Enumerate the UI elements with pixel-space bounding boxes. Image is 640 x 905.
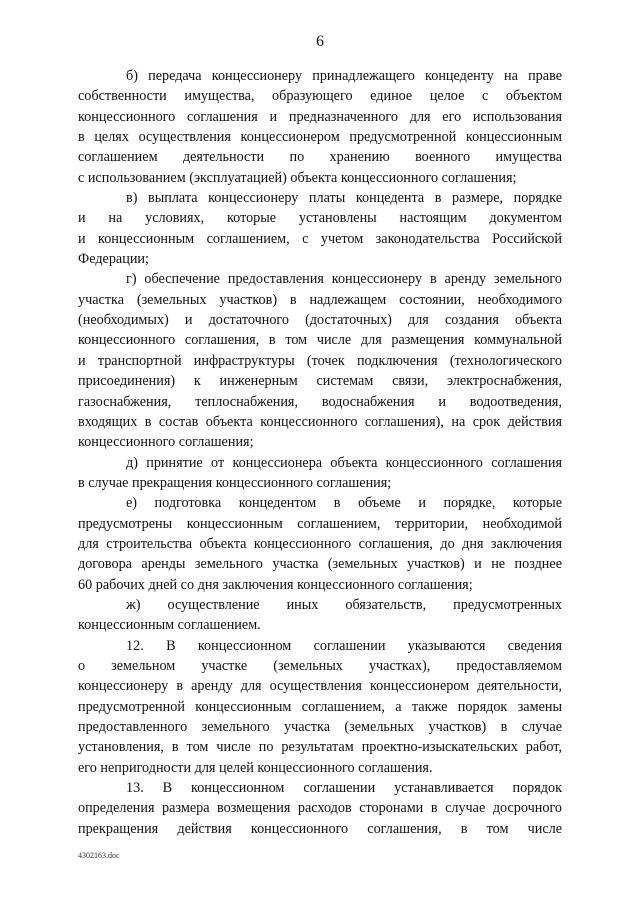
text-line: газоснабжения, теплоснабжения, водоснабжения и водоотведения, (78, 393, 562, 410)
document-body (78, 66, 562, 839)
paragraph-first-line: д) принятие от концессионера объекта концессионного соглашения (126, 454, 562, 471)
text-line: его непригодности для целей концессионного соглашения. (78, 759, 433, 776)
paragraph-first-line: г) обеспечение предоставления концессионеру в аренду земельного (126, 271, 562, 288)
document-file-code: 4302163.doc (78, 851, 120, 860)
text-line: Федерации; (78, 251, 149, 268)
paragraph-first-line: ж) осуществление иных обязательств, предусмотренных (126, 596, 562, 613)
text-line: соглашением деятельности по хранению военного имущества (78, 149, 562, 166)
paragraph-first-line: е) подготовка концедентом в объеме и порядке, которые (126, 495, 562, 512)
text-line: входящих в состав объекта концессионного соглашения), на срок действия (78, 413, 562, 430)
text-line: предоставленного земельного участка (земельных участков) в случае (78, 719, 562, 735)
text-line: концессионеру в аренду для осуществления концессионером деятельности, (78, 678, 562, 695)
text-line: для строительства объекта концессионного соглашения, до дня заключения (78, 535, 562, 552)
text-line: участка (земельных участков) в надлежащем состоянии, необходимого (78, 291, 562, 308)
text-line: концессионным соглашением. (78, 617, 261, 634)
text-line: 60 рабочих дней со дня заключения концессионного соглашения; (78, 576, 473, 593)
text-line: договора аренды земельного участка (земельных участков) и не позднее (78, 556, 562, 573)
text-line: концессионного соглашения, в том числе для размещения коммунальной (78, 332, 562, 349)
text-line: концессионного соглашения и предназначенного для его использования (78, 108, 562, 125)
text-line: (необходимых) и достаточного (достаточных) для создания объекта (78, 312, 562, 329)
text-line: в целях осуществления концессионером предусмотренной концессионным (78, 129, 562, 146)
text-line: и концессионным соглашением, с учетом законодательства Российской (78, 230, 562, 247)
text-line: с использованием (эксплуатацией) объекта концессионного соглашения; (78, 169, 517, 186)
text-line: определения размера возмещения расходов сторонами в случае досрочного (78, 800, 562, 817)
paragraph-first-line: б) передача концессионеру принадлежащего концеденту на праве (126, 68, 562, 84)
text-line: в случае прекращения концессионного соглашения; (78, 474, 392, 491)
text-line: и транспортной инфраструктуры (точек подключения (технологического (78, 352, 562, 369)
text-line: и на условиях, которые установлены настоящим документом (78, 210, 562, 227)
text-line: присоединения) к инженерным системам связи, электроснабжения, (78, 373, 562, 390)
text-line: концессионного соглашения; (78, 434, 254, 451)
text-line: прекращения действия концессионного соглашения, в том числе (78, 820, 562, 837)
page-number: 6 (316, 33, 324, 50)
text-line: установления, в том числе по результатам проектно-изыскательских работ, (78, 739, 562, 756)
paragraph-first-line: в) выплата концессионеру платы концедента в размере, порядке (126, 190, 562, 207)
paragraph-first-line: 13. В концессионном соглашении устанавливается порядок (126, 780, 562, 797)
text-line: предусмотренной концессионным соглашением, а также порядок замены (78, 698, 562, 715)
text-line: собственности имущества, образующего единое целое с объектом (78, 88, 562, 105)
text-line: предусмотрены концессионным соглашением, территории, необходимой (78, 515, 562, 532)
paragraph-first-line: 12. В концессионном соглашении указываются сведения (126, 637, 562, 654)
text-line: о земельном участке (земельных участках), предоставляемом (78, 657, 562, 674)
